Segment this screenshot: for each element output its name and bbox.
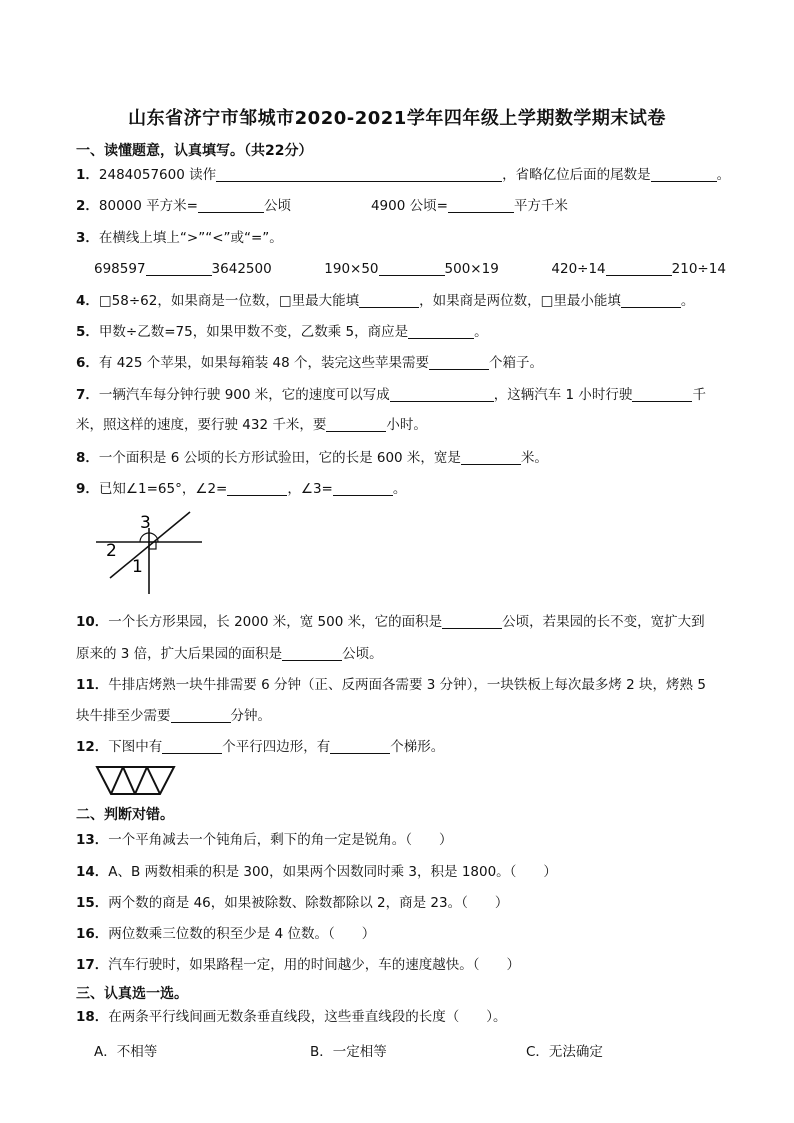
compare-right: 3642500 xyxy=(211,261,272,277)
question-number: 15． xyxy=(76,895,109,911)
question-text: ，如果商是两位数，□里最小能填 xyxy=(419,293,621,309)
question-13 xyxy=(76,831,453,849)
question-number: 9． xyxy=(76,481,99,497)
question-text: 块牛排至少需要 xyxy=(76,708,171,724)
question-text: 个梯形。 xyxy=(390,739,445,755)
question-2 xyxy=(76,197,568,215)
answer-blank[interactable] xyxy=(216,167,502,182)
question-text: 4900 公顷= xyxy=(370,198,448,214)
outer-trapezoid xyxy=(97,767,174,794)
option-c[interactable]: C．无法确定 xyxy=(526,1044,603,1060)
question-17 xyxy=(76,956,520,974)
question-text: 分钟。 xyxy=(230,708,271,724)
question-number: 16． xyxy=(76,926,109,942)
question-3 xyxy=(76,229,283,247)
divider-line xyxy=(111,767,123,794)
compare-right: 210÷14 xyxy=(671,261,726,277)
question-text: 小时。 xyxy=(386,417,427,433)
answer-blank[interactable] xyxy=(282,646,342,661)
question-number: 7． xyxy=(76,387,99,403)
answer-blank[interactable] xyxy=(379,261,445,276)
question-number: 5． xyxy=(76,324,99,340)
trapezoid-diagram xyxy=(94,764,178,798)
answer-blank[interactable] xyxy=(390,387,494,402)
question-text: 有 425 个苹果，如果每箱装 48 个，装完这些苹果需要 xyxy=(98,355,430,371)
question-text: 80000 平方米= xyxy=(98,198,198,214)
question-text[interactable]: 汽车行驶时，如果路程一定，用的时间越少，车的速度越快。（ ） xyxy=(108,957,521,973)
question-text: 。 xyxy=(392,481,407,497)
option-a[interactable]: A．不相等 xyxy=(94,1044,158,1060)
question-number: 12． xyxy=(76,739,109,755)
question-11-line-2 xyxy=(76,707,271,725)
divider-line xyxy=(147,767,160,794)
question-15 xyxy=(76,894,508,912)
compare-left: 420÷14 xyxy=(551,261,606,277)
angle-label-1: 1 xyxy=(132,557,143,577)
question-text: 。 xyxy=(680,293,695,309)
question-text: 公顷，若果园的长不变，宽扩大到 xyxy=(502,614,705,630)
angle-label-2: 2 xyxy=(106,541,117,561)
angle-diagram xyxy=(90,506,210,598)
question-text[interactable]: 两个数的商是 46，如果被除数、除数都除以 2，商是 23。（ ） xyxy=(108,895,509,911)
question-text: 一个面积是 6 公顷的长方形试验田，它的长是 600 米，宽是 xyxy=(98,450,461,466)
angle-label-3: 3 xyxy=(140,513,151,533)
answer-blank[interactable] xyxy=(442,614,502,629)
section-heading-3: 三、认真选一选。 xyxy=(76,986,188,1002)
question-5 xyxy=(76,323,488,341)
question-16 xyxy=(76,925,375,943)
question-number: 8． xyxy=(76,450,99,466)
question-text: 一个长方形果园，长 2000 米，宽 500 米，它的面积是 xyxy=(108,614,443,630)
answer-blank[interactable] xyxy=(632,387,692,402)
question-text[interactable]: 两位数乘三位数的积至少是 4 位数。（ ） xyxy=(108,926,376,942)
answer-blank[interactable] xyxy=(606,261,672,276)
question-text: 米。 xyxy=(520,450,548,466)
answer-blank[interactable] xyxy=(448,198,514,213)
answer-blank[interactable] xyxy=(651,167,717,182)
question-text: 公顷。 xyxy=(342,646,383,662)
question-text: 米，照这样的速度，要行驶 432 千米，要 xyxy=(76,417,327,433)
question-text: ，∠3= xyxy=(287,481,333,497)
divider-line xyxy=(135,767,147,794)
question-18 xyxy=(76,1008,507,1026)
question-7-line-2 xyxy=(76,416,427,434)
answer-blank[interactable] xyxy=(359,293,419,308)
question-number: 11． xyxy=(76,677,109,693)
question-text: 。 xyxy=(716,167,731,183)
question-text: 。 xyxy=(474,324,488,340)
question-text: 一辆汽车每分钟行驶 900 米，它的速度可以写成 xyxy=(98,387,390,403)
question-number: 14． xyxy=(76,864,109,880)
answer-blank[interactable] xyxy=(146,261,212,276)
question-10-line-2 xyxy=(76,645,383,663)
question-9 xyxy=(76,480,406,498)
question-text[interactable]: 一个平角减去一个钝角后，剩下的角一定是锐角。（ ） xyxy=(108,832,453,848)
answer-blank[interactable] xyxy=(333,481,393,496)
compare-left: 190×50 xyxy=(324,261,379,277)
question-text: 个箱子。 xyxy=(489,355,544,371)
compare-right: 500×19 xyxy=(444,261,499,277)
question-text: 在横线上填上“>”“<”或“=”。 xyxy=(98,230,283,246)
question-4 xyxy=(76,292,694,310)
answer-blank[interactable] xyxy=(330,739,390,754)
question-text: 已知∠1=65°，∠2= xyxy=(98,481,228,497)
divider-line xyxy=(123,767,135,794)
question-8 xyxy=(76,449,548,467)
question-number: 1． xyxy=(76,167,99,183)
answer-blank[interactable] xyxy=(162,739,222,754)
answer-blank[interactable] xyxy=(171,708,231,723)
compare-left: 698597 xyxy=(94,261,146,277)
answer-blank[interactable] xyxy=(408,324,474,339)
question-number: 18． xyxy=(76,1009,109,1025)
question-10 xyxy=(76,613,705,631)
section-heading-1: 一、读懂题意，认真填写。（共22分） xyxy=(76,143,313,159)
question-number: 10． xyxy=(76,614,109,630)
answer-blank[interactable] xyxy=(461,450,521,465)
question-text: 千 xyxy=(692,387,706,403)
question-text: 甲数÷乙数=75，如果甲数不变，乙数乘 5，商应是 xyxy=(98,324,409,340)
question-11 xyxy=(76,676,706,694)
question-1 xyxy=(76,166,730,184)
question-text: □58÷62，如果商是一位数，□里最大能填 xyxy=(98,293,360,309)
question-text: 平方千米 xyxy=(513,198,568,214)
question-text: 牛排店烤熟一块牛排需要 6 分钟（正、反两面各需要 3 分钟），一块铁板上每次最多烤 2 块，烤熟 5 xyxy=(108,677,706,693)
question-text: 2484057600 读作 xyxy=(98,167,217,183)
question-text: 下图中有 xyxy=(108,739,163,755)
question-14 xyxy=(76,863,557,881)
question-number: 13． xyxy=(76,832,109,848)
question-number: 3． xyxy=(76,230,99,246)
question-text: 原来的 3 倍，扩大后果园的面积是 xyxy=(76,646,283,662)
section-heading-2: 二、判断对错。 xyxy=(76,807,174,823)
answer-blank[interactable] xyxy=(198,198,264,213)
question-number: 2． xyxy=(76,198,99,214)
question-7 xyxy=(76,386,706,404)
question-6 xyxy=(76,354,543,372)
question-text: 个平行四边形，有 xyxy=(222,739,331,755)
page-title: 山东省济宁市邹城市2020-2021学年四年级上学期数学期末试卷 xyxy=(128,108,666,129)
question-text: ，省略亿位后面的尾数是 xyxy=(502,167,651,183)
question-number: 6． xyxy=(76,355,99,371)
question-12 xyxy=(76,738,444,756)
answer-blank[interactable] xyxy=(326,417,386,432)
option-b[interactable]: B．一定相等 xyxy=(310,1044,387,1060)
answer-blank[interactable] xyxy=(621,293,681,308)
comparison-row xyxy=(94,260,726,278)
question-number: 4． xyxy=(76,293,99,309)
question-number: 17． xyxy=(76,957,109,973)
question-text: 在两条平行线间画无数条垂直线段，这些垂直线段的长度（ ）。 xyxy=(108,1009,507,1025)
question-text: ，这辆汽车 1 小时行驶 xyxy=(493,387,633,403)
question-text[interactable]: A、B 两数相乘的积是 300，如果两个因数同时乘 3，积是 1800。（ ） xyxy=(108,864,557,880)
question-text: 公顷 xyxy=(263,198,291,214)
answer-blank[interactable] xyxy=(429,355,489,370)
answer-blank[interactable] xyxy=(227,481,287,496)
